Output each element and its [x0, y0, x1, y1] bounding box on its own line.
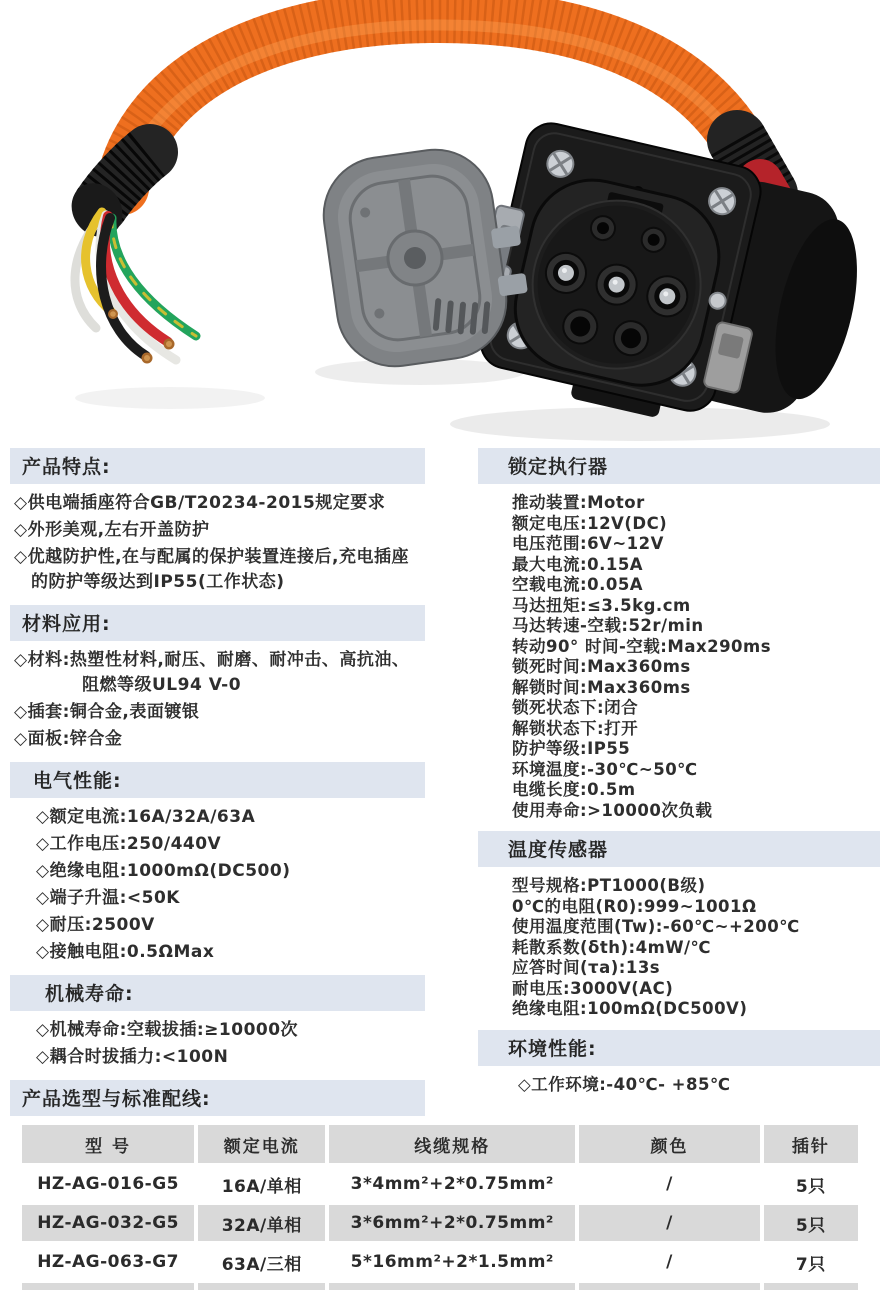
- spec-line: 锁死时间:Max360ms: [512, 657, 691, 676]
- cell-color: /: [666, 1252, 673, 1272]
- section-bar-electrical: 电气性能:: [10, 762, 425, 798]
- spec-line: 额定电压:12V(DC): [512, 513, 668, 533]
- spec-column-left: [10, 445, 425, 1116]
- spec-line: 解锁时间:Max360ms: [512, 677, 691, 697]
- column-header-model: 型 号: [22, 1125, 194, 1163]
- spec-line: 电缆长度:0.5m: [512, 780, 636, 799]
- section-items: [14, 805, 425, 965]
- stripped-wires: [75, 212, 196, 364]
- spec-line: 马达扭矩:≤3.5kg.cm: [512, 595, 691, 615]
- spec-item: ◇面板:锌合金: [14, 729, 123, 749]
- table-row: [22, 1166, 858, 1202]
- spec-item: ◇材料:热塑性材料,耐压、耐磨、耐冲击、高抗油、阻燃等级UL94 V-0: [14, 650, 410, 695]
- section-lines: [478, 493, 880, 821]
- section-items: [14, 648, 425, 752]
- section-bar-selection-wiring: 产品选型与标准配线:: [10, 1080, 425, 1116]
- table-header-row: [22, 1125, 858, 1163]
- cell-pins: 5只: [764, 1205, 858, 1241]
- cell-clipped: [329, 1283, 575, 1290]
- spec-line: 耐电压:3000V(AC): [512, 978, 674, 998]
- cell-pins: 5只: [795, 1176, 826, 1197]
- spec-line: 推动装置:Motor: [512, 493, 645, 512]
- section-items: [14, 1018, 425, 1070]
- spec-item: ◇优越防护性,在与配属的保护装置连接后,充电插座的防护等级达到IP55(工作状态): [14, 547, 409, 592]
- column-header-color: 颜色: [579, 1125, 759, 1163]
- spec-line: 使用温度范围(Tw):-60℃~+200℃: [512, 917, 800, 936]
- spec-item: ◇耦合时拔插力:<100N: [36, 1047, 229, 1067]
- cell-rated-current: 32A/单相: [198, 1205, 325, 1241]
- section-bar-environment: 环境性能:: [478, 1030, 880, 1066]
- column-header-rated-current: 额定电流: [198, 1125, 325, 1163]
- cell-color: /: [666, 1174, 673, 1194]
- section-lines: [478, 1075, 880, 1096]
- spec-line: 使用寿命:>10000次负载: [512, 800, 713, 820]
- cell-model: HZ-AG-016-G5: [37, 1174, 179, 1194]
- spec-item: ◇端子升温:<50K: [36, 888, 180, 908]
- spec-item: ◇机械寿命:空载拔插:≥10000次: [36, 1020, 299, 1040]
- spec-item: ◇插套:铜合金,表面镀银: [14, 702, 200, 722]
- section-bar-lock-actuator: 锁定执行器: [478, 448, 880, 484]
- table-row-clipped: [22, 1283, 858, 1290]
- section-lines: [478, 876, 880, 1020]
- cell-clipped: [579, 1283, 759, 1290]
- section-bar-temperature-sensor: 温度传感器: [478, 831, 880, 867]
- spec-item: ◇耐压:2500V: [36, 915, 155, 935]
- section-items: [14, 491, 425, 595]
- cell-model: HZ-AG-063-G7: [37, 1252, 179, 1272]
- cell-cable-spec: 3*4mm²+2*0.75mm²: [350, 1174, 554, 1194]
- spec-line: 耗散系数(δth):4mW/℃: [512, 937, 712, 957]
- cell-clipped: [22, 1283, 194, 1290]
- spec-item: ◇工作电压:250/440V: [36, 834, 222, 854]
- cell-rated-current: 16A/单相: [221, 1176, 302, 1197]
- spec-line: 最大电流:0.15A: [512, 554, 644, 574]
- table-row: [22, 1205, 858, 1241]
- spec-line: 转动90° 时间-空载:Max290ms: [512, 636, 772, 656]
- spec-line: 防护等级:IP55: [512, 739, 631, 758]
- spec-item: ◇额定电流:16A/32A/63A: [36, 807, 256, 827]
- spec-line: 0℃的电阻(R0):999~1001Ω: [512, 896, 757, 916]
- product-photo: [0, 0, 880, 445]
- cell-pins: 7只: [795, 1254, 826, 1275]
- spec-line: 空载电流:0.05A: [512, 575, 644, 594]
- cell-rated-current: 63A/三相: [221, 1254, 302, 1275]
- spec-line: 环境温度:-30℃~50℃: [512, 759, 698, 779]
- spec-column-right: [478, 445, 880, 1116]
- cell-color: /: [579, 1205, 759, 1241]
- spec-line: 解锁状态下:打开: [512, 718, 639, 738]
- section-bar-materials: 材料应用:: [10, 605, 425, 641]
- cell-cable-spec: 3*6mm²+2*0.75mm²: [329, 1205, 575, 1241]
- spec-line: 型号规格:PT1000(B级): [512, 876, 706, 895]
- column-header-pins: 插针: [764, 1125, 858, 1163]
- cell-cable-spec: 5*16mm²+2*1.5mm²: [350, 1252, 554, 1272]
- cap-hinge-arm: [497, 273, 528, 297]
- cap-hinge-arm: [491, 225, 522, 249]
- spec-item: ◇外形美观,左右开盖防护: [14, 520, 210, 540]
- spec-line: 应答时间(τa):13s: [512, 958, 661, 977]
- section-bar-mechanical-life: 机械寿命:: [10, 975, 425, 1011]
- wire-shadow: [75, 387, 265, 409]
- spec-item: ◇接触电阻:0.5ΩMax: [36, 942, 215, 962]
- section-bar-product-features: 产品特点:: [10, 448, 425, 484]
- spec-item: ◇供电端插座符合GB/T20234-2015规定要求: [14, 493, 386, 513]
- cell-clipped: [198, 1283, 325, 1290]
- spec-line: ◇工作环境:-40℃- +85℃: [518, 1074, 731, 1094]
- table-row: [22, 1244, 858, 1280]
- cell-clipped: [764, 1283, 858, 1290]
- spec-line: 锁死状态下:闭合: [512, 698, 639, 717]
- spec-columns: [0, 445, 880, 1116]
- column-header-cable-spec: 线缆规格: [329, 1125, 575, 1163]
- spec-line: 电压范围:6V~12V: [512, 534, 664, 553]
- cell-model: HZ-AG-032-G5: [22, 1205, 194, 1241]
- spec-line: 马达转速-空载:52r/min: [512, 616, 704, 635]
- model-selection-table: [18, 1122, 862, 1293]
- spec-item: ◇绝缘电阻:1000mΩ(DC500): [36, 861, 291, 881]
- spec-line: 绝缘电阻:100mΩ(DC500V): [512, 999, 748, 1018]
